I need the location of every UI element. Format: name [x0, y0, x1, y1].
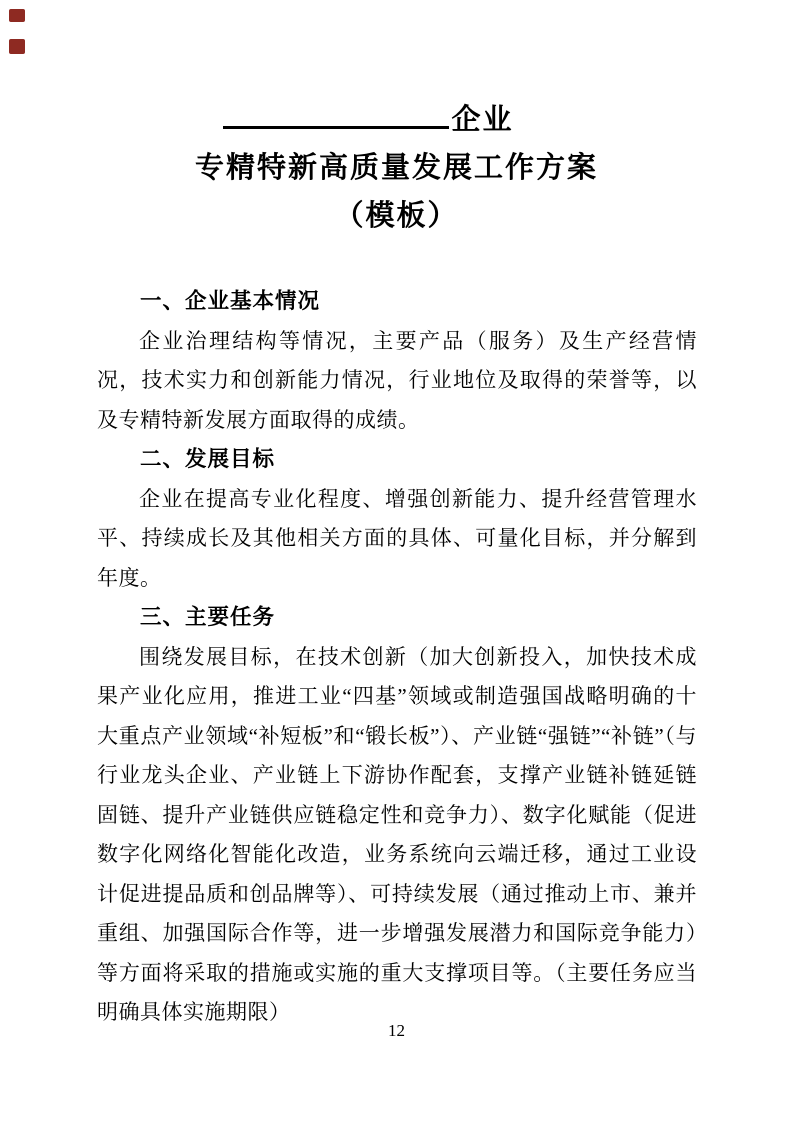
title-company-suffix: 企业	[451, 104, 514, 136]
title-main: 专精特新高质量发展工作方案	[194, 152, 598, 184]
page-footer	[0, 1020, 793, 1042]
document-title	[0, 0, 793, 240]
section-3-heading: 三、主要任务	[140, 605, 276, 629]
section-3-body: 围绕发展目标，在技术创新（加大创新投入，加快技术成果产业化应用，推进工业“四基”领域或制造强国战略明确的十大重点产业领域“补短板”和“锻长板”）、产业链“强链”“补链”（与行业龙头企业、产业链上下游协作配套，支撑产业链补链延链固链、提升产业链供应链稳定性和竞争力）、数字化赋能（促进数字化网络化智能化改造，业务系统向云端迁移，通过工业设计促进提品质和创品牌等）、可持续发展（通过推动上市、兼并重组、加强国际合作等，进一步增强发展潜力和国际竞争能力）等方面将采取的措施或实施的重大支撑项目等。（主要任务应当明确具体实施期限）	[97, 644, 697, 1024]
title-template-label: （模板）	[334, 200, 459, 232]
fill-in-blank-underline	[223, 126, 449, 129]
red-annotation-mark-icon	[9, 39, 25, 54]
section-1-body: 企业治理结构等情况，主要产品（服务）及生产经营情况，技术实力和创新能力情况，行业地位及取得的荣誉等，以及专精特新发展方面取得的成绩。	[97, 328, 697, 432]
red-annotation-mark-icon	[9, 9, 25, 22]
title-line-company	[0, 96, 765, 144]
document-body	[0, 282, 793, 1033]
section-2-heading: 二、发展目标	[140, 447, 276, 471]
section-1-heading: 一、企业基本情况	[140, 289, 321, 313]
section-2-body: 企业在提高专业化程度、增强创新能力、提升经营管理水平、持续成长及其他相关方面的具体、可量化目标，并分解到年度。	[97, 486, 697, 590]
page-number: 12	[388, 1021, 405, 1040]
